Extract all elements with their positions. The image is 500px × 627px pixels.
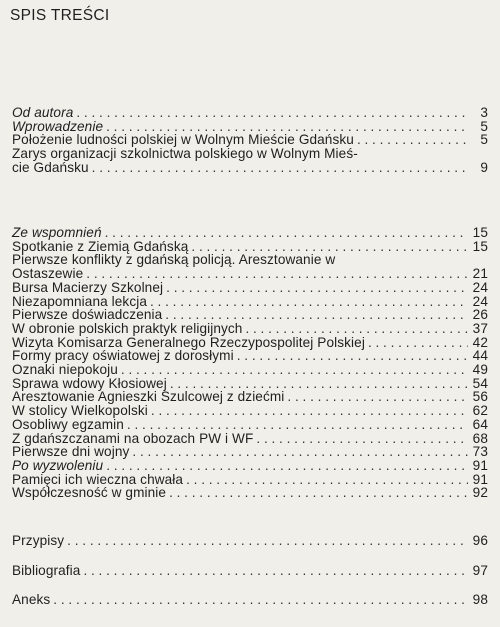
toc-entry-title: Aneks (12, 592, 51, 608)
toc-page-number: 64 (472, 416, 488, 432)
toc-page-number: 97 (472, 562, 488, 578)
toc-entry-title: Położenie ludności polskiej w Wolnym Mieście Gdańsku (12, 132, 354, 148)
toc-page-number: 54 (472, 375, 488, 391)
toc-entry (12, 404, 488, 418)
toc-leader-dots (92, 161, 468, 175)
toc-page-number: 73 (472, 444, 488, 460)
toc-leader-dots (357, 133, 468, 147)
toc-entry (12, 106, 488, 120)
toc-entry (12, 120, 488, 134)
toc-leader-dots (166, 281, 468, 295)
toc-leader-dots (237, 349, 468, 363)
toc-entry (12, 295, 488, 309)
toc-entry (12, 418, 488, 432)
toc-page-number: 5 (480, 132, 488, 148)
toc-entry (12, 445, 488, 459)
toc-entry-title: Pierwsze doświadczenia (12, 307, 163, 323)
toc-page-number: 98 (472, 592, 488, 608)
toc-entry-title-line2: Ostaszewie (12, 266, 84, 282)
toc-entry (12, 564, 488, 578)
toc-section-heading: Wprowadzenie (12, 118, 104, 134)
toc-entry (12, 308, 488, 322)
toc-page-number: 24 (472, 279, 488, 295)
toc-entry-title: Bursa Macierzy Szkolnej (12, 279, 164, 295)
toc-entry (12, 432, 488, 446)
toc-page-number: 15 (472, 225, 488, 240)
toc-page-number: 96 (472, 533, 488, 548)
toc-page-number: 24 (472, 293, 488, 309)
toc-leader-dots (150, 295, 468, 309)
toc-entry (12, 363, 488, 377)
toc-section-heading: Ze wspomnień (12, 225, 102, 240)
toc-leader-dots (191, 240, 468, 254)
toc-entry (12, 593, 488, 607)
toc-leader-dots (287, 390, 468, 404)
toc-page-number: 42 (472, 334, 488, 350)
toc-entry (12, 281, 488, 295)
toc-entry-title: Aresztowanie Agnieszki Szulcowej z dziećmi (12, 389, 285, 405)
toc-leader-dots (165, 308, 468, 322)
toc-page-number: 92 (472, 485, 488, 501)
toc-page-number: 21 (472, 266, 488, 282)
toc-page-number: 91 (472, 471, 488, 487)
toc-leader-dots (83, 564, 468, 578)
toc-entry-title: Spotkanie z Ziemią Gdańską (12, 238, 189, 254)
toc-leader-dots (121, 363, 468, 377)
toc-leader-dots (170, 377, 468, 391)
toc-leader-dots (106, 120, 468, 134)
toc-entry-title: Osobliwy egzamin (12, 416, 124, 432)
toc-entry-title: Pierwsze dni wojny (12, 444, 130, 460)
toc-section-appendices (12, 534, 488, 623)
toc-page-number: 37 (472, 320, 488, 336)
toc-entry (12, 459, 488, 473)
toc-entry-title: Przypisy (12, 533, 65, 548)
toc-leader-dots (127, 418, 468, 432)
toc-entry-title: W stolicy Wielkopolski (12, 403, 148, 419)
toc-entry (12, 336, 488, 350)
toc-entry-title: Bibliografia (12, 562, 81, 578)
toc-section-intro (12, 106, 488, 175)
toc-entry-title: Sprawa wdowy Kłosiowej (12, 375, 167, 391)
toc-entry (12, 349, 488, 363)
toc-entry-title: Oznaki niepokoju (12, 362, 118, 378)
toc-entry-line2 (12, 161, 488, 175)
toc-leader-dots (368, 336, 468, 350)
toc-entry (12, 226, 488, 240)
toc-leader-dots (76, 106, 468, 120)
toc-leader-dots (67, 534, 468, 548)
toc-entry-title: W obronie polskich praktyk religijnych (12, 320, 243, 336)
toc-entry (12, 534, 488, 548)
toc-section-heading: Od autora (12, 105, 74, 120)
toc-leader-dots (186, 473, 468, 487)
toc-page-number: 68 (472, 430, 488, 446)
toc-entry (12, 473, 488, 487)
toc-entry (12, 322, 488, 336)
toc-leader-dots (256, 432, 468, 446)
toc-page-number: 15 (472, 238, 488, 254)
toc-page-number: 91 (472, 457, 488, 473)
toc-entry (12, 147, 488, 174)
toc-page-number: 62 (472, 403, 488, 419)
toc-page-number: 9 (480, 159, 488, 175)
toc-leader-dots (105, 226, 468, 240)
toc-entry (12, 253, 488, 280)
toc-entry (12, 133, 488, 147)
toc-entry-title: Wizyta Komisarza Generalnego Rzeczypospolitej Polskiej (12, 334, 365, 350)
toc-entry-title: Formy pracy oświatowej z dorosłymi (12, 348, 234, 364)
toc-entry-title-line2: cie Gdańsku (12, 159, 89, 175)
toc-entry (12, 377, 488, 391)
toc-entry (12, 390, 488, 404)
toc-leader-dots (169, 486, 468, 500)
toc-leader-dots (151, 404, 468, 418)
toc-entry (12, 240, 488, 254)
toc-entry-title-line1: Zarys organizacji szkolnictwa polskiego w Wolnym Mieś- (12, 146, 358, 162)
toc-page-number: 49 (472, 362, 488, 378)
toc-section-heading: Po wyzwoleniu (12, 457, 104, 473)
toc-entry (12, 486, 488, 500)
toc-page-number: 5 (480, 118, 488, 134)
toc-page-number: 44 (472, 348, 488, 364)
toc-entry-title: Niezapomniana lekcja (12, 293, 147, 309)
toc-entry-title: Współczesność w gminie (12, 485, 167, 501)
toc-section-memories (12, 226, 488, 500)
toc-page-number: 26 (472, 307, 488, 323)
toc-page-number: 56 (472, 389, 488, 405)
toc-page-number: 3 (480, 105, 488, 120)
toc-entry-title: Z gdańszczanami na obozach PW i WF (12, 430, 254, 446)
toc-entry-title: Pamięci ich wieczna chwała (12, 471, 184, 487)
toc-entry-title-line1: Pierwsze konflikty z gdańską policją. Aresztowanie w (12, 252, 336, 268)
toc-leader-dots (106, 459, 468, 473)
page-title: SPIS TREŚCI (10, 7, 110, 24)
toc-leader-dots (86, 267, 468, 281)
toc-leader-dots (53, 593, 468, 607)
toc-leader-dots (132, 445, 468, 459)
toc-leader-dots (245, 322, 468, 336)
toc-entry-line2 (12, 267, 488, 281)
